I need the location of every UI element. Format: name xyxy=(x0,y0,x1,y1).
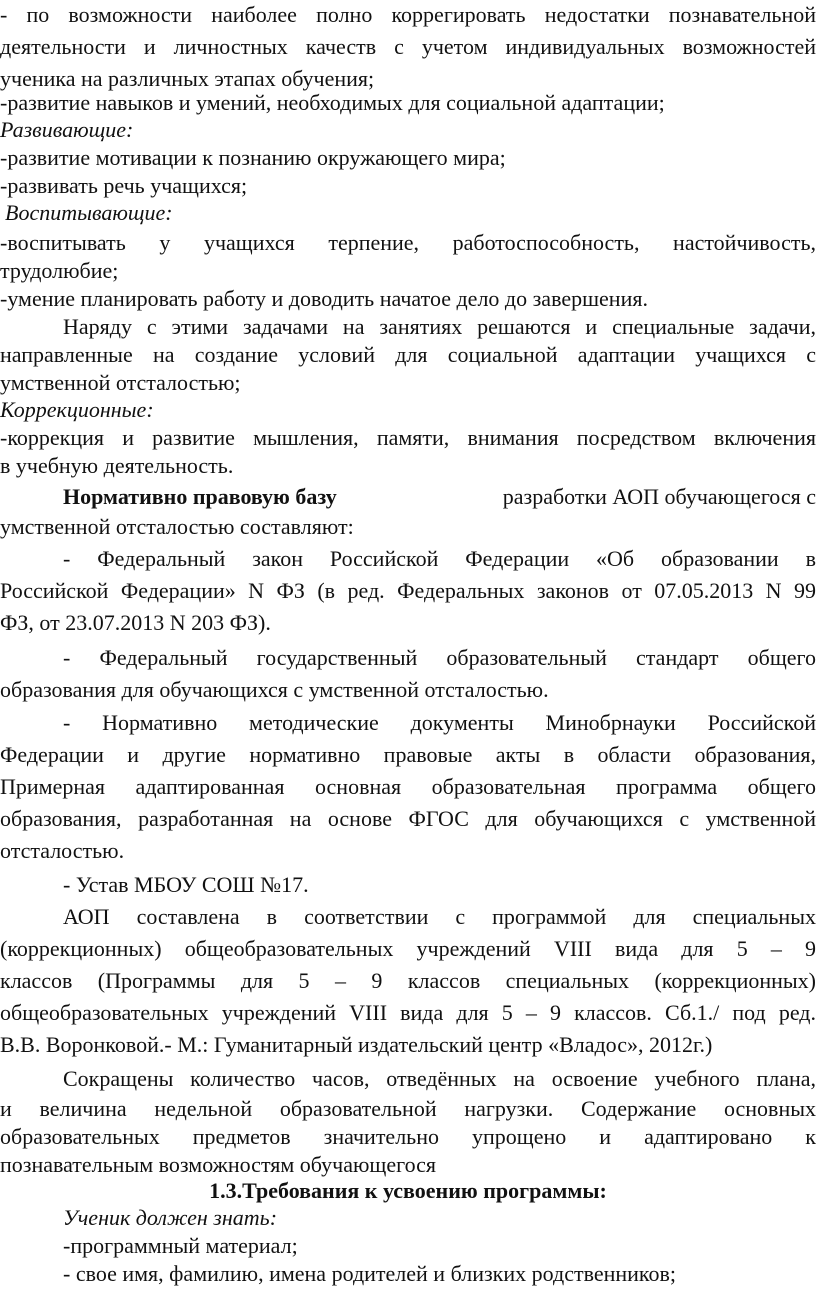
subheading-correctional: Коррекционные: xyxy=(0,397,154,422)
text-line: ученика на различных этапах обучения; xyxy=(0,66,375,91)
text-line: -умение планировать работу и доводить начатое дело до завершения. xyxy=(0,286,648,311)
list-item: - Устав МБОУ СОШ №17. xyxy=(63,872,309,897)
text-line: ФЗ, от 23.07.2013 N 203 ФЗ). xyxy=(0,610,271,635)
text-line: - по возможности наиболее полно коррегировать недостатки познавательной xyxy=(0,2,816,27)
text-line: -коррекция и развитие мышления, памяти, внимания посредством включения xyxy=(0,425,816,450)
text-line: -развивать речь учащихся; xyxy=(0,173,248,198)
text-line: классов (Программы для 5 – 9 классов специальных (коррекционных) xyxy=(0,968,816,993)
text-fragment: разработки АОП обучающегося с xyxy=(502,484,816,509)
subheading-student-should-know: Ученик должен знать: xyxy=(63,1205,278,1230)
paragraph-start: Сокращены количество часов, отведённых на освоение учебного плана, xyxy=(63,1066,816,1091)
list-item: - Федеральный государственный образовательный стандарт общего xyxy=(63,645,816,670)
text-line: образования, разработанная на основе ФГОС для обучающихся с умственной xyxy=(0,806,816,831)
text-line: трудолюбие; xyxy=(0,258,119,283)
text-line: -развитие мотивации к познанию окружающего мира; xyxy=(0,145,506,170)
text-line: умственной отсталостью составляют: xyxy=(0,514,354,539)
text-line: деятельности и личностных качеств с учетом индивидуальных возможностей xyxy=(0,34,816,59)
text-line: направленные на создание условий для социальной адаптации учащихся с xyxy=(0,342,816,367)
bold-lead: Нормативно правовую базу xyxy=(63,484,337,509)
text-line: Российской Федерации» N ФЗ (в ред. Федеральных законов от 07.05.2013 N 99 xyxy=(0,578,816,603)
list-item: - свое имя, фамилию, имена родителей и близких родственников; xyxy=(63,1261,676,1286)
text-line: Федерации и другие нормативно правовые акты в области образования, xyxy=(0,742,816,767)
text-line: -развитие навыков и умений, необходимых для социальной адаптации; xyxy=(0,90,665,115)
text-line: и величина недельной образовательной нагрузки. Содержание основных xyxy=(0,1096,816,1121)
paragraph-start: Наряду с этими задачами на занятиях решаются и специальные задачи, xyxy=(63,314,816,339)
text-line: общеобразовательных учреждений VIII вида для 5 – 9 классов. Сб.1./ под ред. xyxy=(0,1000,816,1025)
text-line: образовательных предметов значительно упрощено и адаптировано к xyxy=(0,1124,816,1149)
text-line: отсталостью. xyxy=(0,838,125,863)
text-line: -воспитывать у учащихся терпение, работоспособность, настойчивость, xyxy=(0,230,816,255)
normative-base-line xyxy=(63,484,816,512)
text-line: познавательным возможностям обучающегося xyxy=(0,1152,437,1177)
list-item: -программный материал; xyxy=(63,1233,298,1258)
text-line: (коррекционных) общеобразовательных учреждений VIII вида для 5 – 9 xyxy=(0,936,816,961)
subheading-educating: Воспитывающие: xyxy=(5,200,173,225)
text-line: Примерная адаптированная основная образовательная программа общего xyxy=(0,774,816,799)
list-item: - Федеральный закон Российской Федерации «Об образовании в xyxy=(63,546,816,571)
text-line: в учебную деятельность. xyxy=(0,453,234,478)
text-line: умственной отсталостью; xyxy=(0,370,241,395)
list-item: - Нормативно методические документы Минобрнауки Российской xyxy=(63,710,816,735)
paragraph-start: АОП составлена в соответствии с программой для специальных xyxy=(63,904,816,929)
text-line: В.В. Воронковой.- М.: Гуманитарный издательский центр «Владос», 2012г.) xyxy=(0,1032,713,1057)
section-heading: 1.3.Требования к усвоению программы: xyxy=(209,1178,607,1203)
subheading-developing: Развивающие: xyxy=(0,117,134,142)
text-line: образования для обучающихся с умственной отсталостью. xyxy=(0,677,549,702)
